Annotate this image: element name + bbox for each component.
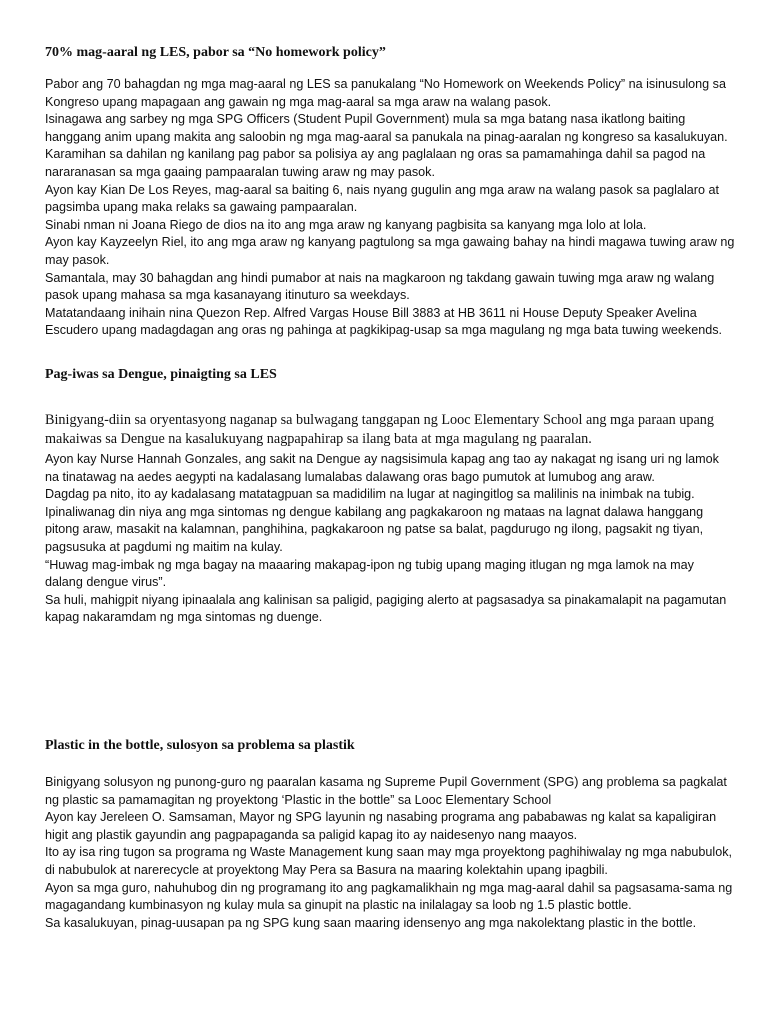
article-plastic-bottle-body [45,774,735,932]
paragraph: Dagdag pa nito, ito ay kadalasang matatagpuan sa madidilim na lugar at nagingitlog sa malilinis na inimbak na tubig. [45,487,695,502]
paragraph: Matatandaang inihain nina Quezon Rep. Alfred Vargas House Bill 3883 at HB 3611 ni House Deputy Speaker Avelina Escudero upang madagdagan ang oras ng pahinga at pagkikipag-usap sa mga magulang ng mga bata tuwing weekends. [45,305,723,338]
headline-dengue: Pag-iwas sa Dengue, pinaigting sa LES [45,367,277,382]
paragraph: Binigyang solusyon ng punong-guro ng paaralan kasama ng Supreme Pupil Government (SPG) ang problema sa pagkalat ng plastic sa pamamagitan ng proyektong ‘Plastic in the bottle” sa Looc Elementary School [45,775,727,807]
article-homework-policy-body [45,76,735,340]
paragraph: Ipinaliwanag din niya ang mga sintomas ng dengue kabilang ang pagkakaroon ng mataas na lagnat dalawa hanggang pitong araw, masakit na kalamnan, panghihina, pagkakaroon ng patse sa balat, pagdurugo ng ilong, pagsakit ng tiyan, pagsusuka at pagdumi ng maitim na kulay. [45,504,704,554]
paragraph: Ayon kay Nurse Hannah Gonzales, ang sakit na Dengue ay nagsisimula kapag ang tao ay nakagat ng isang uri ng lamok na tinatawag na aedes aegypti na kadalasang lumalabas dalawang oras bago pumutok at lumubog ang araw. [45,452,719,484]
article-dengue-body [45,451,735,627]
paragraph: Ayon kay Jereleen O. Samsaman, Mayor ng SPG layunin ng nasabing programa ang pababawas ng kalat sa kapaligiran higit ang plastik gayundin ang pagpapaganda sa paligid kapag ito ay naidesenyo nang maayos. [45,810,717,842]
paragraph: Ito ay isa ring tugon sa programa ng Waste Management kung saan may mga proyektong paghihiwalay ng mga nabubulok, di nabubulok at narerecycle at proyektong May Pera sa Basura na maaring kolektahin upang ipagbili. [45,845,732,877]
headline-homework-policy: 70% mag-aaral ng LES, pabor sa “No homework policy” [45,45,386,60]
paragraph: Samantala, may 30 bahagdan ang hindi pumabor at nais na magkaroon ng takdang gawain tuwing mga araw ng walang pasok upang mahasa sa mga kasanayang itinuturo sa weekdays. [45,270,715,303]
headline-plastic-bottle: Plastic in the bottle, sulosyon sa problema sa plastik [45,738,355,753]
paragraph: Ayon sa mga guro, nahuhubog din ng programang ito ang pagkamalikhain ng mga mag-aaral dahil sa pagsasama-sama ng magagandang kumbinasyon ng kulay mula sa ginupit na plastic na inilalagay sa loob ng 1.5 plastic bottle. [45,880,733,913]
paragraph: Sa kasalukuyan, pinag-uusapan pa ng SPG kung saan maaring idensenyo ang mga nakolektang plastic in the bottle. [45,915,697,930]
paragraph: Pabor ang 70 bahagdan ng mga mag-aaral ng LES sa panukalang “No Homework on Weekends Policy” na isinusulong sa Kongreso upang mapagaan ang gawain ng mga mag-aaral sa mga araw na walang pasok. [45,77,726,109]
paragraph: Ayon kay Kayzeelyn Riel, ito ang mga araw ng kanyang pagtulong sa mga gawaing bahay na hindi magawa tuwing araw ng may pasok. [45,235,735,267]
paragraph: Ayon kay Kian De Los Reyes, mag-aaral sa baiting 6, nais nyang gugulin ang mga araw na walang pasok sa paglalaro at pagsimba upang maka relaks sa gawaing pampaaralan. [45,182,719,215]
paragraph: Sa huli, mahigpit niyang ipinaalala ang kalinisan sa paligid, pagiging alerto at pagsasadya sa pinakamalapit na pagamutan kapag nakaramdam ng mga sintomas ng duenge. [45,592,727,625]
article-dengue-lead: Binigyang-diin sa oryentasyong naganap sa bulwagang tanggapan ng Looc Elementary School ang mga paraan upang makaiwas sa Dengue na kasalukuyang nagpapahirap sa ilang bata at mga magulang ng paaralan. [45,412,714,447]
paragraph: Karamihan sa dahilan ng kanilang pag pabor sa polisiya ay ang paglalaan ng oras sa pamamahinga dahil sa pagod na nararanasan sa mga gaaing pampaaralan tuwing araw ng may pasok. [45,147,706,179]
paragraph: “Huwag mag-imbak ng mga bagay na maaaring makapag-ipon ng tubig upang maging itlugan ng mga lamok na may dalang dengue virus”. [45,557,694,590]
paragraph: Sinabi nman ni Joana Riego de dios na ito ang mga araw ng kanyang pagbisita sa kanyang mga lolo at lola. [45,217,647,232]
paragraph: Isinagawa ang sarbey ng mga SPG Officers (Student Pupil Government) mula sa mga batang nasa ikatlong baiting hanggang anim upang makita ang saloobin ng mga mag-aaral sa panukala na pinag-aaralan ng kongreso sa kasalukuyan. [45,112,728,144]
